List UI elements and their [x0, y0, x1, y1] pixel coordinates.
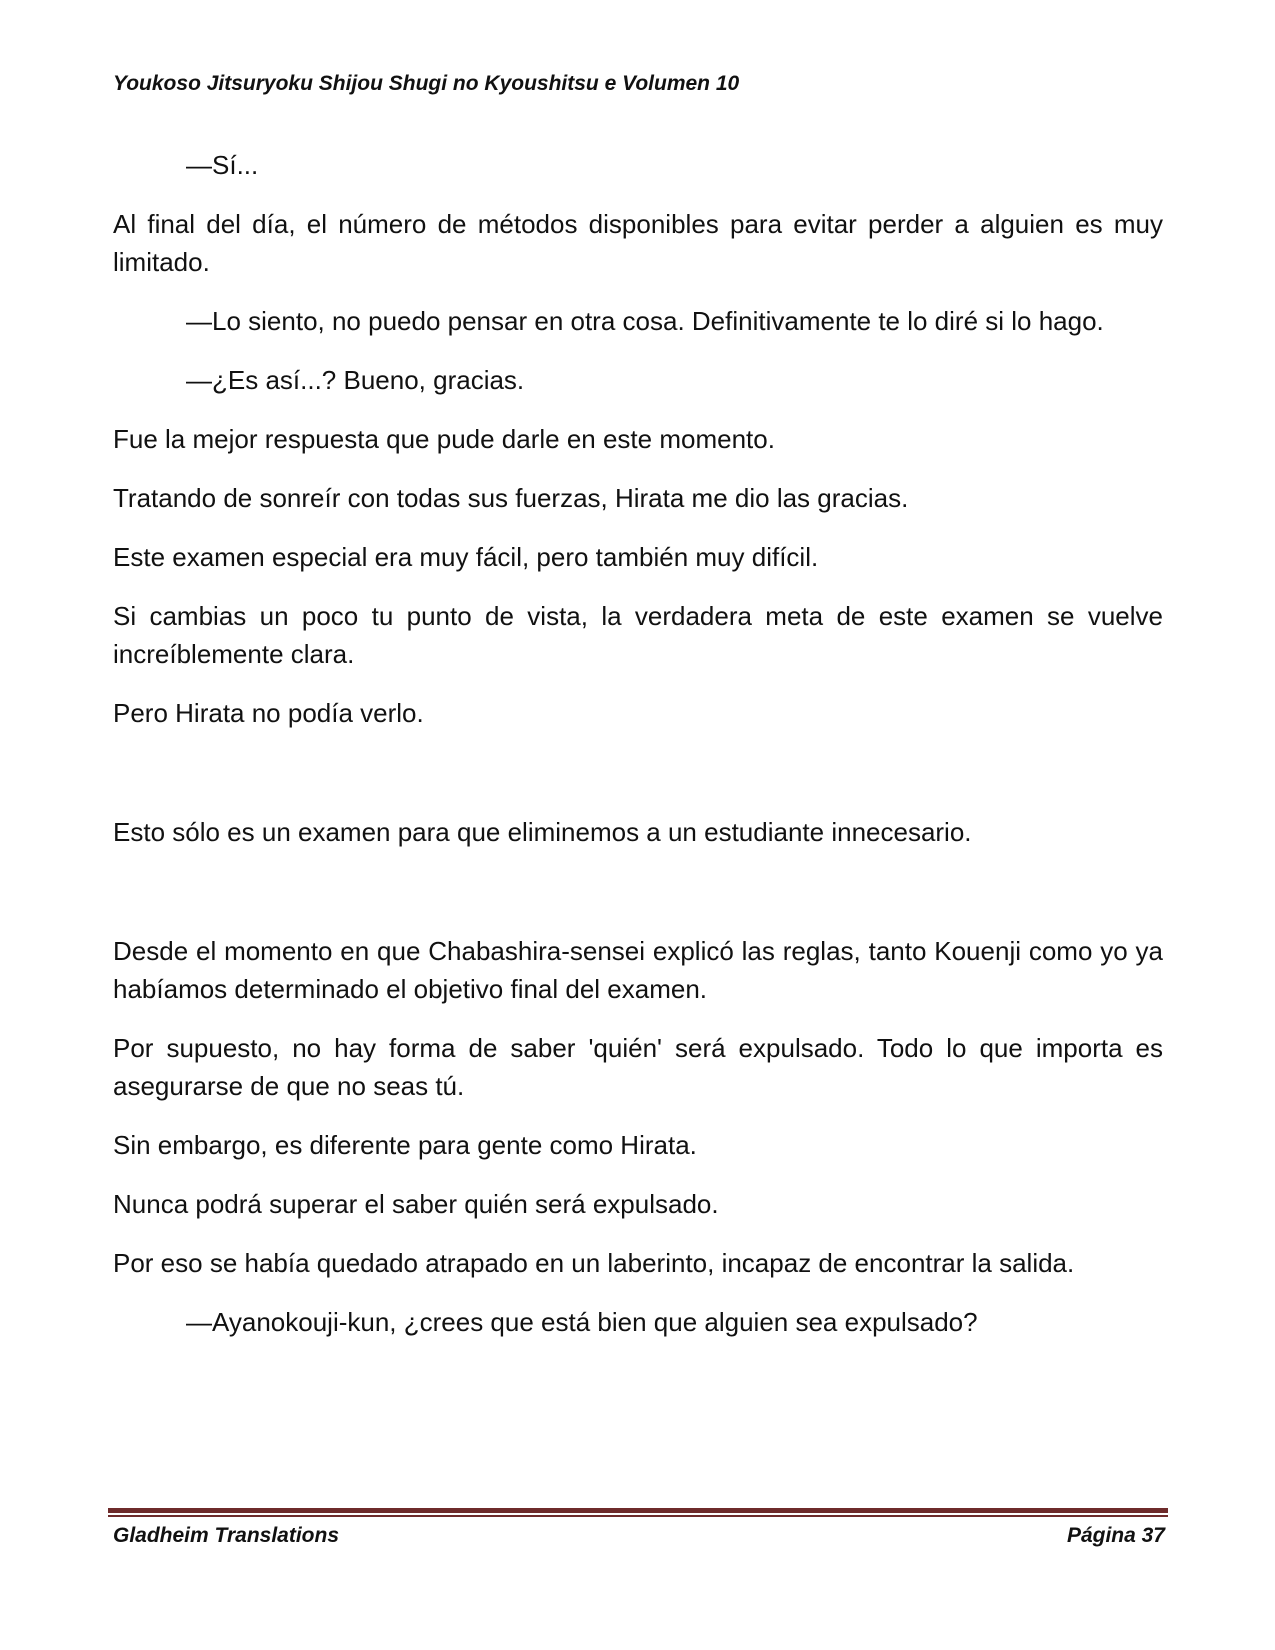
footer-divider — [108, 1508, 1168, 1518]
paragraph: Esto sólo es un examen para que eliminemos a un estudiante innecesario. — [113, 817, 972, 847]
paragraph: Por eso se había quedado atrapado en un laberinto, incapaz de encontrar la salida. — [113, 1248, 1075, 1278]
footer-publisher: Gladheim Translations — [113, 1524, 340, 1547]
paragraph: Nunca podrá superar el saber quién será expulsado. — [113, 1189, 719, 1219]
paragraph: Si cambias un poco tu punto de vista, la verdadera meta de este examen se vuelve increíblemente clara. — [113, 601, 1163, 669]
footer-divider-thick-line — [108, 1508, 1168, 1513]
paragraph: Desde el momento en que Chabashira-sensei explicó las reglas, tanto Kouenji como yo ya habíamos determinado el objetivo final del examen. — [113, 936, 1163, 1004]
paragraph: —¿Es así...? Bueno, gracias. — [186, 365, 525, 395]
paragraph: Fue la mejor respuesta que pude darle en este momento. — [113, 424, 775, 454]
paragraph: Tratando de sonreír con todas sus fuerzas, Hirata me dio las gracias. — [113, 483, 909, 513]
document-header-title: Youkoso Jitsuryoku Shijou Shugi no Kyoushitsu e Volumen 10 — [113, 72, 740, 95]
footer-divider-thin-line — [108, 1515, 1168, 1517]
paragraph: —Lo siento, no puedo pensar en otra cosa. Definitivamente te lo diré si lo hago. — [186, 306, 1104, 336]
paragraph: —Sí... — [186, 150, 259, 180]
paragraph: Al final del día, el número de métodos disponibles para evitar perder a alguien es muy limitado. — [113, 209, 1163, 277]
paragraph: —Ayanokouji-kun, ¿crees que está bien que alguien sea expulsado? — [186, 1307, 978, 1337]
paragraph: Pero Hirata no podía verlo. — [113, 698, 424, 728]
document-body — [113, 146, 1163, 1362]
footer-page-number: Página 37 — [1066, 1524, 1165, 1547]
paragraph: Sin embargo, es diferente para gente como Hirata. — [113, 1130, 697, 1160]
paragraph: Por supuesto, no hay forma de saber 'quién' será expulsado. Todo lo que importa es asegurarse de que no seas tú. — [113, 1033, 1163, 1101]
paragraph: Este examen especial era muy fácil, pero también muy difícil. — [113, 542, 819, 572]
